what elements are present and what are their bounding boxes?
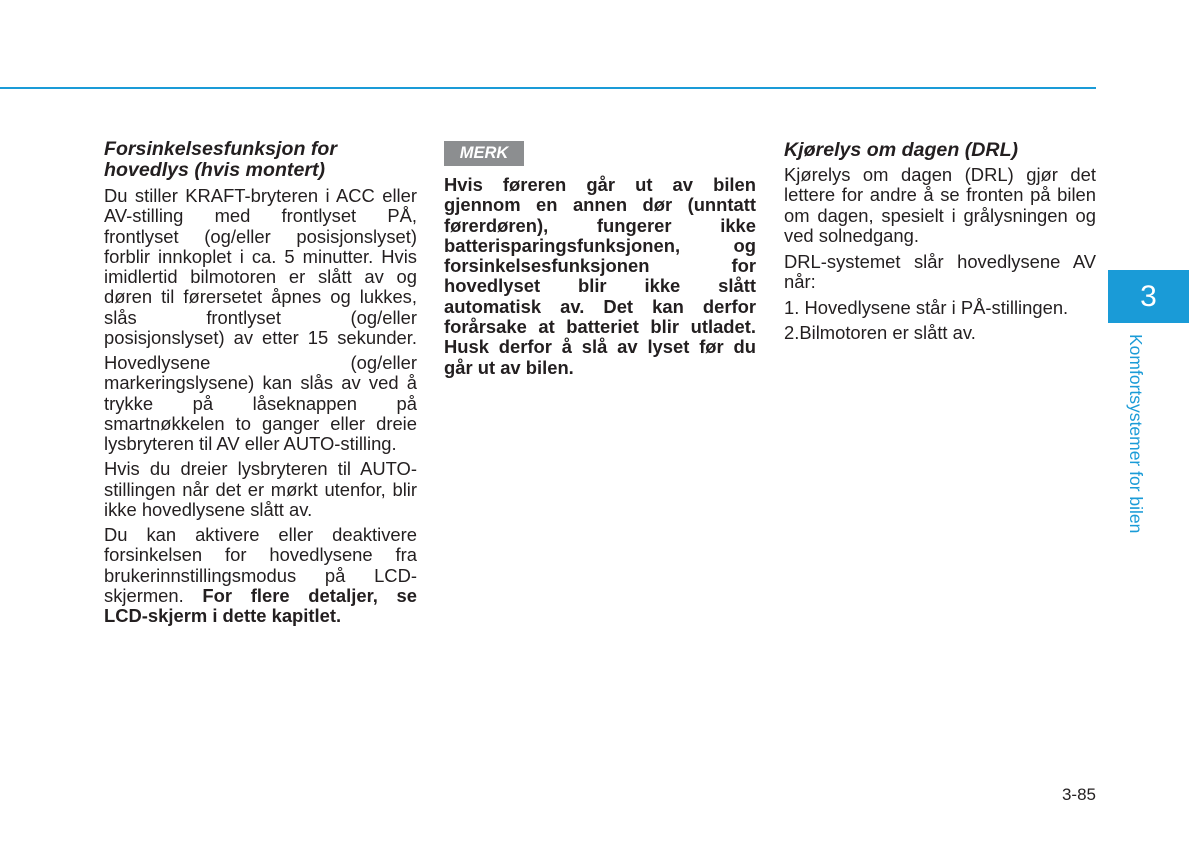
text-line: Hvis føreren går ut av bilen — [444, 174, 756, 195]
text-line: forsinkelsesfunksjonen for — [444, 255, 756, 277]
section-heading — [104, 139, 417, 181]
text-line: DRL-systemet slår hovedlysene AV — [784, 250, 1096, 272]
reference-text: For flere detaljer, se — [202, 585, 417, 607]
text-line: 1. Hovedlysene står i PÅ-stillingen. — [784, 296, 1069, 318]
text-line: Du stiller KRAFT-bryteren i ACC eller — [104, 185, 417, 206]
text-line: ved solnedgang. — [784, 224, 919, 246]
text-line: førerdøren), fungerer ikke — [444, 214, 756, 236]
chapter-number-tab: 3 — [1108, 270, 1189, 323]
text-line: trykke på låseknappen på — [104, 392, 417, 414]
text-line: brukerinnstillingsmodus på LCD- — [104, 564, 417, 586]
text-line: slås frontlyset (og/eller — [104, 306, 417, 328]
paragraph — [784, 165, 1096, 246]
paragraph — [784, 252, 1096, 293]
note-label: MERK — [444, 141, 524, 166]
page-number: 3-85 — [1061, 785, 1096, 804]
text-line: forårsake at batteriet blir utladet. — [444, 316, 756, 338]
text-line: lysbryteren til AV eller AUTO-stilling. — [104, 433, 397, 455]
text-line: automatisk av. Det kan derfor — [444, 295, 756, 317]
left-column — [104, 139, 417, 627]
text-line: døren til førersetet åpnes og lukkes, — [104, 286, 417, 308]
text-line: forsinkelsen for hovedlysene fra — [104, 544, 417, 566]
text-line: hovedlyset blir ikke slått — [444, 275, 756, 297]
header-rule — [0, 87, 1096, 89]
note-body — [444, 175, 756, 378]
text-line: forblir innkoplet i ca. 5 minutter. Hvis — [104, 245, 417, 267]
text-line: 2.Bilmotoren er slått av. — [784, 322, 976, 344]
text-line: når: — [784, 270, 816, 292]
paragraph — [104, 525, 417, 626]
text-line: AV-stilling med frontlyset PÅ, — [104, 205, 417, 227]
text-line: imidlertid bilmotoren er slått av og — [104, 266, 417, 288]
text-line: smartnøkkelen to ganger eller dreie — [104, 413, 417, 435]
text-line: lettere for andre å se fronten på bilen — [784, 184, 1096, 206]
chapter-title: Komfortsystemer for bilen — [1126, 334, 1146, 534]
text-line: ikke hovedlysene slått av. — [104, 499, 313, 521]
paragraph — [104, 459, 417, 520]
paragraph — [104, 353, 417, 454]
list-item — [784, 298, 1096, 318]
text-line: batterisparingsfunksjonen, og — [444, 234, 756, 256]
text-line: posisjonslyset) av etter 15 sekunder. — [104, 327, 417, 349]
text-line: Hvis du dreier lysbryteren til AUTO- — [104, 458, 417, 480]
heading-line: hovedlys (hvis montert) — [104, 159, 326, 181]
text-line: markeringslysene) kan slås av ved å — [104, 372, 417, 394]
text-line: går ut av bilen. — [444, 356, 574, 378]
middle-column — [444, 141, 756, 378]
text-line — [104, 586, 417, 606]
text-line: Kjørelys om dagen (DRL) gjør det — [784, 164, 1096, 185]
text-line: frontlyset (og/eller posisjonslyset) — [104, 225, 417, 247]
heading-line: Forsinkelsesfunksjon for — [104, 138, 338, 160]
right-column — [784, 140, 1096, 344]
text-line: Du kan aktivere eller deaktivere — [104, 524, 417, 546]
paragraph — [104, 186, 417, 348]
text-line: Husk derfor å slå av lyset før du — [444, 336, 756, 358]
text-line: om dagen, spesielt i grålysningen og — [784, 204, 1096, 226]
text-line: gjennom en annen dør (unntatt — [444, 194, 756, 216]
reference-text: LCD-skjerm i dette kapitlet. — [104, 605, 342, 627]
text-fragment: skjermen. — [104, 585, 203, 607]
text-line: stillingen når det er mørkt utenfor, blir — [104, 478, 417, 500]
section-heading: Kjørelys om dagen (DRL) — [784, 138, 1019, 161]
list-item — [784, 323, 1096, 343]
text-line: Hovedlysene (og/eller — [104, 352, 417, 374]
